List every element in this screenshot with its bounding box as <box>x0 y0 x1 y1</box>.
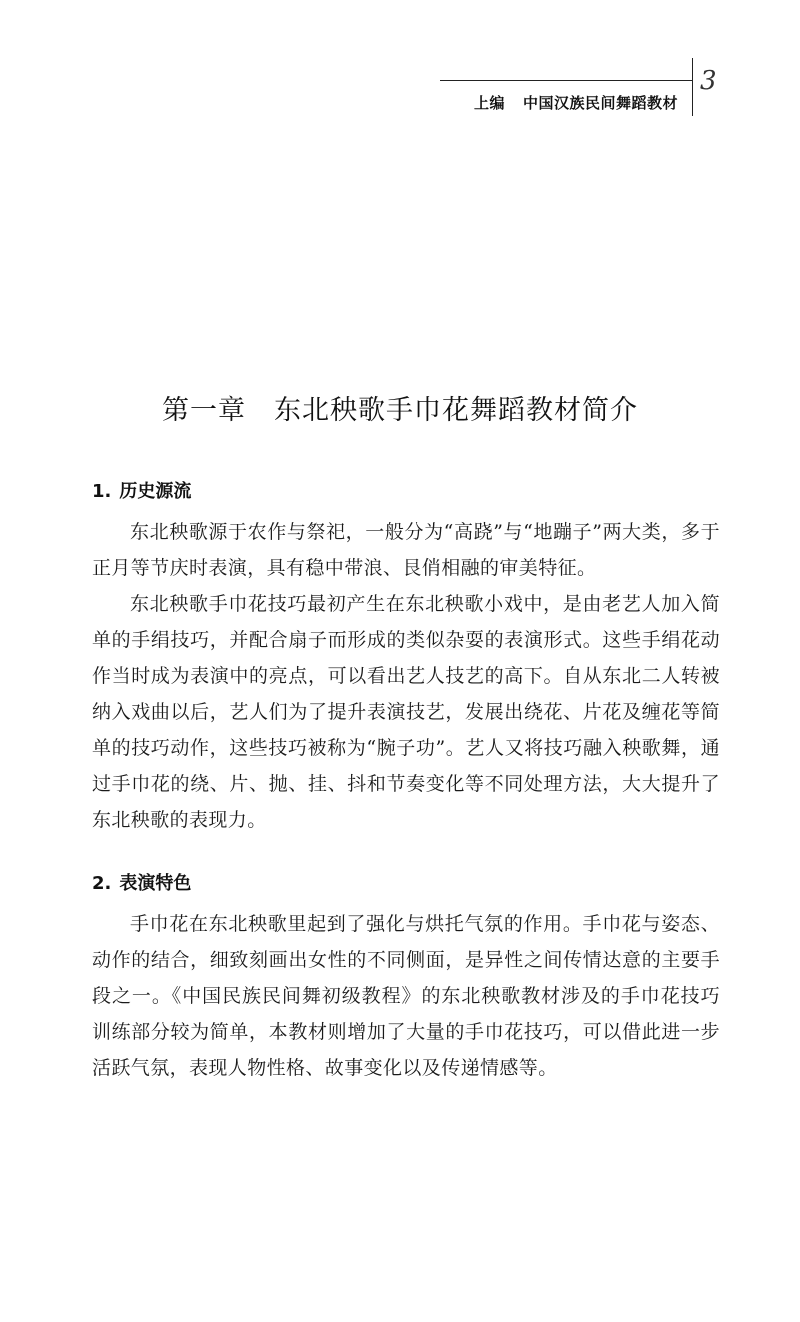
paragraph: 手巾花在东北秧歌里起到了强化与烘托气氛的作用。手巾花与姿态、动作的结合，细致刻画出女性的不同侧面，是异性之间传情达意的主要手段之一。《中国民族民间舞初级教程》的东北秧歌教材涉及的手巾花技巧训练部分较为简单，本教材则增加了大量的手巾花技巧，可以借此进一步活跃气氛，表现人物性格、故事变化以及传递情感等。 <box>92 913 720 1079</box>
paragraph: 东北秧歌手巾花技巧最初产生在东北秧歌小戏中，是由老艺人加入简单的手绢技巧，并配合扇子而形成的类似杂耍的表演形式。这些手绢花动作当时成为表演中的亮点，可以看出艺人技艺的高下。自从东北二人转被纳入戏曲以后，艺人们为了提升表演技艺，发展出绕花、片花及缠花等简单的技巧动作，这些技巧被称为“腕子功”。艺人又将技巧融入秧歌舞，通过手巾花的绕、片、抛、挂、抖和节奏变化等不同处理方法，大大提升了东北秧歌的表现力。 <box>92 593 720 831</box>
chapter-title-text: 东北秧歌手巾花舞蹈教材简介 <box>274 395 638 426</box>
part-label: 上编 <box>473 94 505 112</box>
header-vertical-rule <box>692 58 693 116</box>
page-number: 3 <box>700 66 717 96</box>
book-title: 中国汉族民间舞蹈教材 <box>522 94 678 112</box>
section-heading-text: 表演特色 <box>119 873 192 894</box>
section-heading-text: 历史源流 <box>119 481 192 502</box>
paragraph: 东北秧歌源于农作与祭祀，一般分为“高跷”与“地蹦子”两大类，多于正月等节庆时表演，具有稳中带浪、艮俏相融的审美特征。 <box>92 521 720 579</box>
header-rule <box>440 80 692 81</box>
section-heading <box>92 868 720 900</box>
section-number: 1. <box>92 481 112 502</box>
running-header <box>0 0 800 130</box>
section-history <box>92 476 720 838</box>
section-heading <box>92 476 720 508</box>
page-body <box>92 476 720 1086</box>
chapter-title <box>0 388 800 427</box>
chapter-label: 第一章 <box>162 395 246 426</box>
section-number: 2. <box>92 873 112 894</box>
section-performance <box>92 868 720 1086</box>
running-header-text <box>474 92 678 113</box>
